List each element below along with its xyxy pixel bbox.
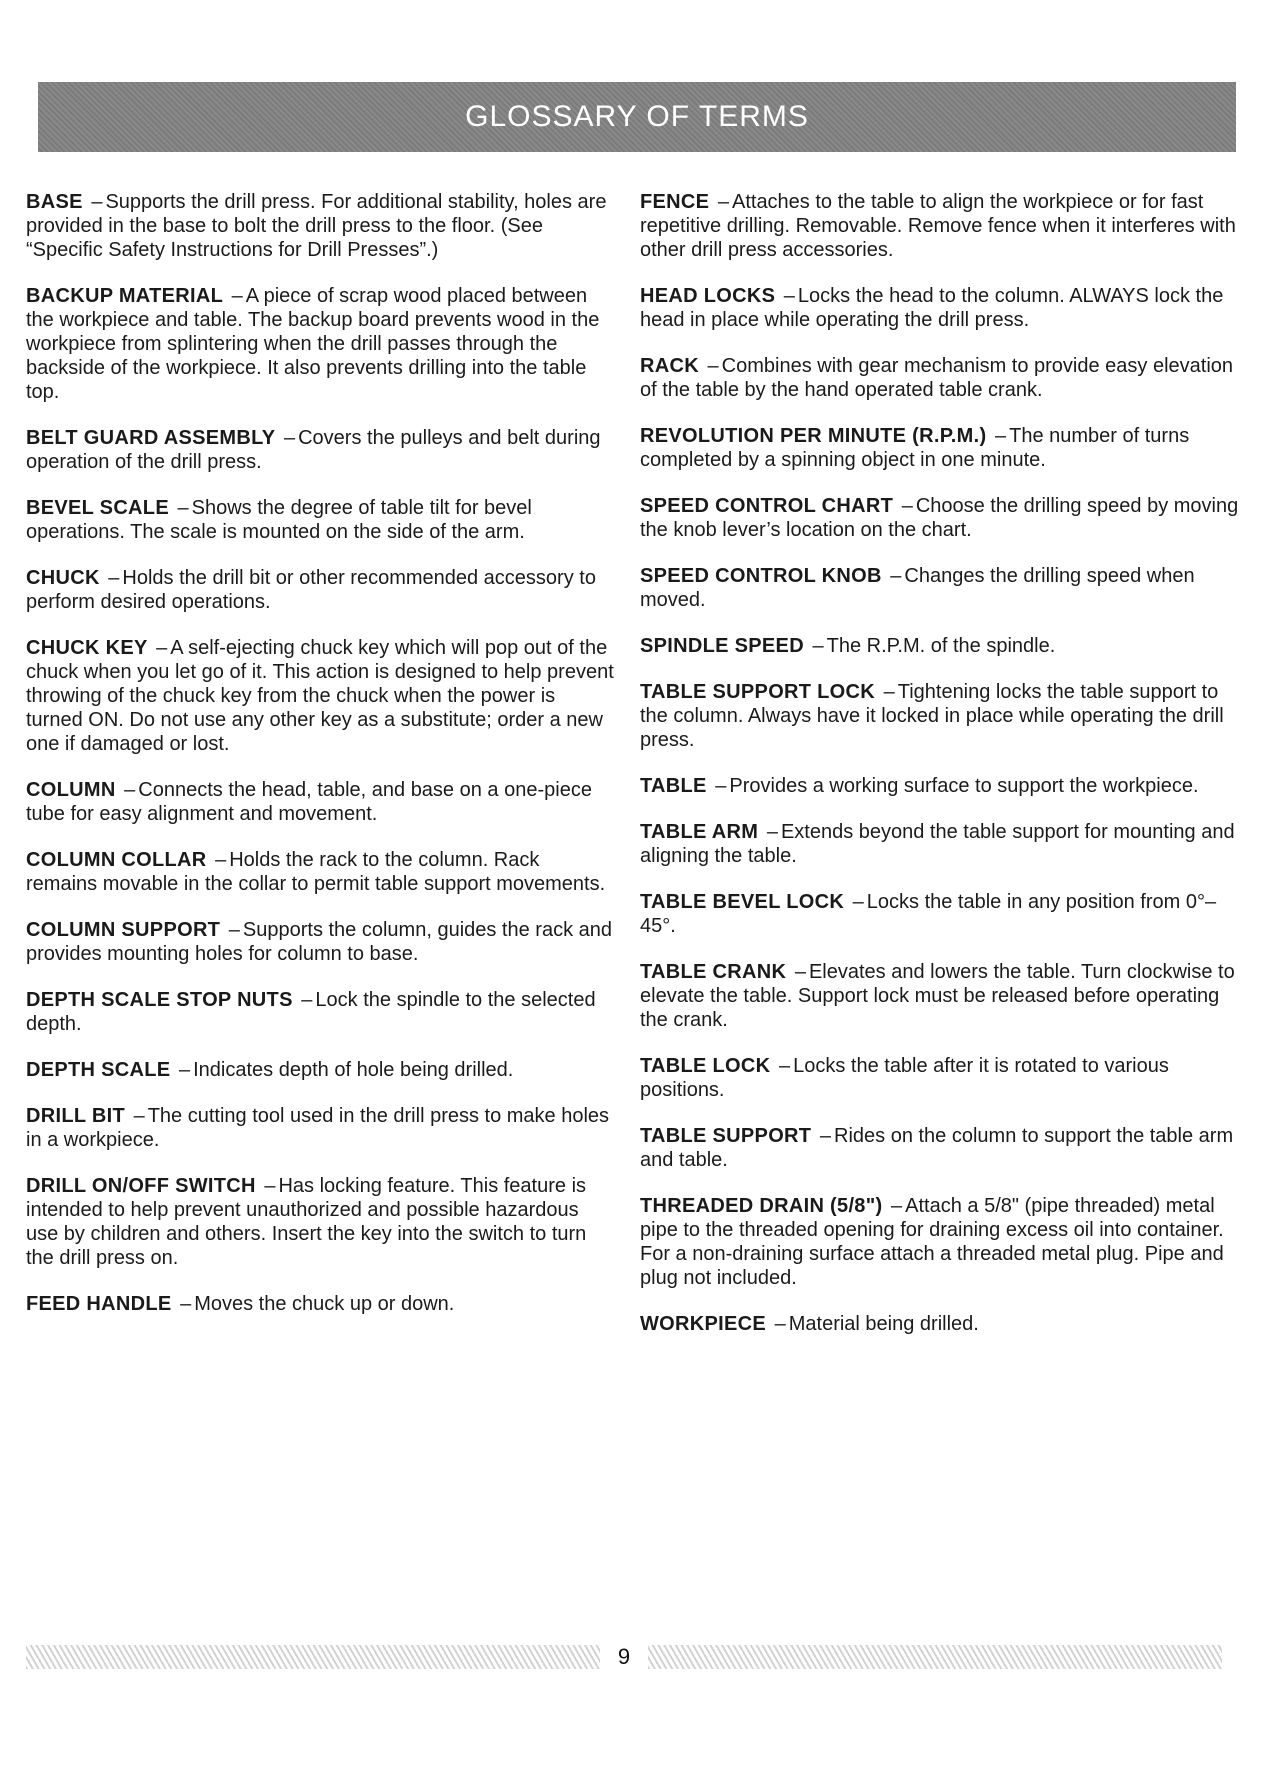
glossary-entry xyxy=(640,190,1240,262)
glossary-definition: Choose the drilling speed by moving the knob lever’s location on the chart. xyxy=(640,495,1239,541)
term-dash: – xyxy=(883,681,895,703)
glossary-entry xyxy=(640,284,1240,332)
glossary-entry xyxy=(26,566,616,614)
glossary-term: BEVEL SCALE xyxy=(26,497,169,519)
page-footer xyxy=(26,1640,1222,1674)
glossary-entry xyxy=(640,1054,1240,1102)
glossary-definition: Connects the head, table, and base on a one-piece tube for easy alignment and movement. xyxy=(26,779,592,825)
glossary-term: BACKUP MATERIAL xyxy=(26,285,224,307)
glossary-term: REVOLUTION PER MINUTE (R.P.M.) xyxy=(640,425,987,447)
glossary-definition: Provides a working surface to support the workpiece. xyxy=(729,775,1199,797)
term-dash: – xyxy=(91,191,103,213)
glossary-entry xyxy=(26,778,616,826)
term-dash: – xyxy=(180,1293,192,1315)
glossary-entry xyxy=(640,1312,1240,1336)
glossary-term: BASE xyxy=(26,191,83,213)
glossary-term: DEPTH SCALE xyxy=(26,1059,171,1081)
footer-decor-left xyxy=(26,1645,600,1669)
glossary-definition: Tightening locks the table support to the column. Always have it locked in place while operating the drill press. xyxy=(640,681,1224,751)
term-dash: – xyxy=(717,191,729,213)
glossary-term: TABLE ARM xyxy=(640,821,759,843)
glossary-entry xyxy=(26,918,616,966)
term-dash: – xyxy=(778,1055,791,1077)
term-dash: – xyxy=(707,355,719,377)
term-dash: – xyxy=(264,1175,276,1197)
term-dash: – xyxy=(901,495,913,517)
glossary-definition: Moves the chuck up or down. xyxy=(194,1293,455,1315)
glossary-definition: Locks the head to the column. ALWAYS lock the head in place while operating the drill press. xyxy=(640,285,1224,331)
term-dash: – xyxy=(890,565,902,587)
glossary-entry xyxy=(640,680,1240,752)
glossary-term: HEAD LOCKS xyxy=(640,285,776,307)
glossary-term: TABLE BEVEL LOCK xyxy=(640,891,845,913)
glossary-term: COLUMN xyxy=(26,779,116,801)
glossary-entry xyxy=(640,634,1240,658)
term-dash: – xyxy=(215,849,227,871)
glossary-term: COLUMN COLLAR xyxy=(26,849,207,871)
glossary-term: TABLE xyxy=(640,775,707,797)
glossary-entry xyxy=(640,1194,1240,1290)
glossary-definition: A piece of scrap wood placed between the workpiece and table. The backup board prevents wood in the workpiece from splintering when the drill passes through the backside of the workpiece. It also prevents drilling into the table top. xyxy=(26,285,600,403)
glossary-term: SPEED CONTROL KNOB xyxy=(640,565,882,587)
glossary-definition: The R.P.M. of the spindle. xyxy=(826,635,1056,657)
glossary-definition: Combines with gear mechanism to provide easy elevation of the table by the hand operated table crank. xyxy=(640,355,1234,401)
glossary-definition: Shows the degree of table tilt for bevel operations. The scale is mounted on the side of the arm. xyxy=(26,497,532,543)
term-dash: – xyxy=(812,635,824,657)
glossary-definition: Lock the spindle to the selected depth. xyxy=(26,989,596,1035)
glossary-entry xyxy=(26,190,616,262)
glossary-entry xyxy=(26,284,616,404)
glossary-term: FENCE xyxy=(640,191,710,213)
page-number: 9 xyxy=(617,1644,631,1669)
term-dash: – xyxy=(819,1125,831,1147)
glossary-left-column xyxy=(26,190,616,1338)
glossary-entry xyxy=(26,1174,616,1270)
glossary-entry xyxy=(26,1292,616,1316)
glossary-term: CHUCK KEY xyxy=(26,637,148,659)
glossary-definition: Indicates depth of hole being drilled. xyxy=(193,1059,514,1081)
term-dash: – xyxy=(715,775,727,797)
glossary-definition: A self-ejecting chuck key which will pop out of the chuck when you let go of it. This action is designed to help prevent throwing of the chuck key from the chuck when the power is turned ON. Do not use any other key as a substitute; order a new one if damaged or lost. xyxy=(26,637,614,755)
glossary-right-column xyxy=(640,190,1240,1358)
glossary-definition: Material being drilled. xyxy=(788,1313,979,1335)
glossary-entry xyxy=(26,1058,616,1082)
glossary-entry xyxy=(640,960,1240,1032)
glossary-definition: Holds the drill bit or other recommended accessory to perform desired operations. xyxy=(26,567,596,613)
term-dash: – xyxy=(891,1195,903,1217)
glossary-entry xyxy=(640,1124,1240,1172)
glossary-definition: Attaches to the table to align the workpiece or for fast repetitive drilling. Removable. Remove fence when it interferes with other drill press accessories. xyxy=(640,191,1236,261)
glossary-definition: The cutting tool used in the drill press to make holes in a workpiece. xyxy=(26,1105,610,1151)
glossary-entry xyxy=(640,424,1240,472)
glossary-entry xyxy=(640,564,1240,612)
glossary-definition: Supports the column, guides the rack and provides mounting holes for column to base. xyxy=(26,919,613,965)
glossary-term: DEPTH SCALE STOP NUTS xyxy=(26,989,293,1011)
glossary-entry xyxy=(640,820,1240,868)
glossary-term: TABLE SUPPORT xyxy=(640,1125,812,1147)
term-dash: – xyxy=(124,779,136,801)
glossary-term: WORKPIECE xyxy=(640,1313,767,1335)
glossary-entry xyxy=(26,636,616,756)
glossary-banner xyxy=(38,82,1236,152)
term-dash: – xyxy=(133,1105,145,1127)
glossary-definition: Locks the table after it is rotated to various positions. xyxy=(640,1055,1169,1101)
glossary-entry xyxy=(26,496,616,544)
glossary-definition: Covers the pulleys and belt during operation of the drill press. xyxy=(26,427,601,473)
term-dash: – xyxy=(766,821,778,843)
term-dash: – xyxy=(179,1059,191,1081)
term-dash: – xyxy=(794,961,806,983)
glossary-term: THREADED DRAIN (5/8") xyxy=(640,1195,883,1217)
glossary-definition: Changes the drilling speed when moved. xyxy=(640,565,1195,611)
term-dash: – xyxy=(783,285,795,307)
glossary-entry xyxy=(640,494,1240,542)
glossary-definition: Rides on the column to support the table arm and table. xyxy=(640,1125,1234,1171)
glossary-entry xyxy=(640,890,1240,938)
glossary-term: DRILL ON/OFF SWITCH xyxy=(26,1175,256,1197)
glossary-term: FEED HANDLE xyxy=(26,1293,172,1315)
glossary-term: TABLE CRANK xyxy=(640,961,787,983)
term-dash: – xyxy=(231,285,243,307)
glossary-definition: Supports the drill press. For additional stability, holes are provided in the base to bolt the drill press to the floor. (See “Specific Safety Instructions for Drill Presses”.) xyxy=(26,191,607,261)
glossary-entry xyxy=(26,426,616,474)
glossary-term: TABLE LOCK xyxy=(640,1055,771,1077)
glossary-entry xyxy=(640,774,1240,798)
term-dash: – xyxy=(108,567,120,589)
term-dash: – xyxy=(774,1313,786,1335)
term-dash: – xyxy=(994,425,1007,447)
glossary-entry xyxy=(26,988,616,1036)
glossary-term: RACK xyxy=(640,355,699,377)
glossary-term: BELT GUARD ASSEMBLY xyxy=(26,427,276,449)
glossary-term: COLUMN SUPPORT xyxy=(26,919,221,941)
glossary-term: TABLE SUPPORT LOCK xyxy=(640,681,876,703)
glossary-entry xyxy=(640,354,1240,402)
footer-decor-right xyxy=(648,1645,1222,1669)
glossary-term: DRILL BIT xyxy=(26,1105,125,1127)
term-dash: – xyxy=(156,637,168,659)
term-dash: – xyxy=(301,989,313,1011)
glossary-definition: Has locking feature. This feature is intended to help prevent unauthorized and possible hazardous use by children and others. Insert the key into the switch to turn the drill press on. xyxy=(26,1175,587,1269)
term-dash: – xyxy=(177,497,189,519)
glossary-definition: Extends beyond the table support for mounting and aligning the table. xyxy=(640,821,1235,867)
page-title: GLOSSARY OF TERMS xyxy=(465,100,809,133)
term-dash: – xyxy=(228,919,240,941)
glossary-definition: Elevates and lowers the table. Turn clockwise to elevate the table. Support lock must be released before operating the crank. xyxy=(640,961,1235,1031)
glossary-definition: Holds the rack to the column. Rack remains movable in the collar to permit table support movements. xyxy=(26,849,606,895)
term-dash: – xyxy=(852,891,864,913)
glossary-term: SPINDLE SPEED xyxy=(640,635,804,657)
glossary-entry xyxy=(26,1104,616,1152)
term-dash: – xyxy=(283,427,296,449)
glossary-definition: Locks the table in any position from 0°– 45°. xyxy=(640,891,1217,937)
glossary-definition: Attach a 5/8" (pipe threaded) metal pipe to the threaded opening for draining excess oil into container. For a non-draining surface attach a threaded metal plug. Pipe and plug not included. xyxy=(640,1195,1224,1289)
glossary-term: SPEED CONTROL CHART xyxy=(640,495,894,517)
glossary-definition: The number of turns completed by a spinning object in one minute. xyxy=(640,425,1190,471)
glossary-entry xyxy=(26,848,616,896)
glossary-term: CHUCK xyxy=(26,567,100,589)
